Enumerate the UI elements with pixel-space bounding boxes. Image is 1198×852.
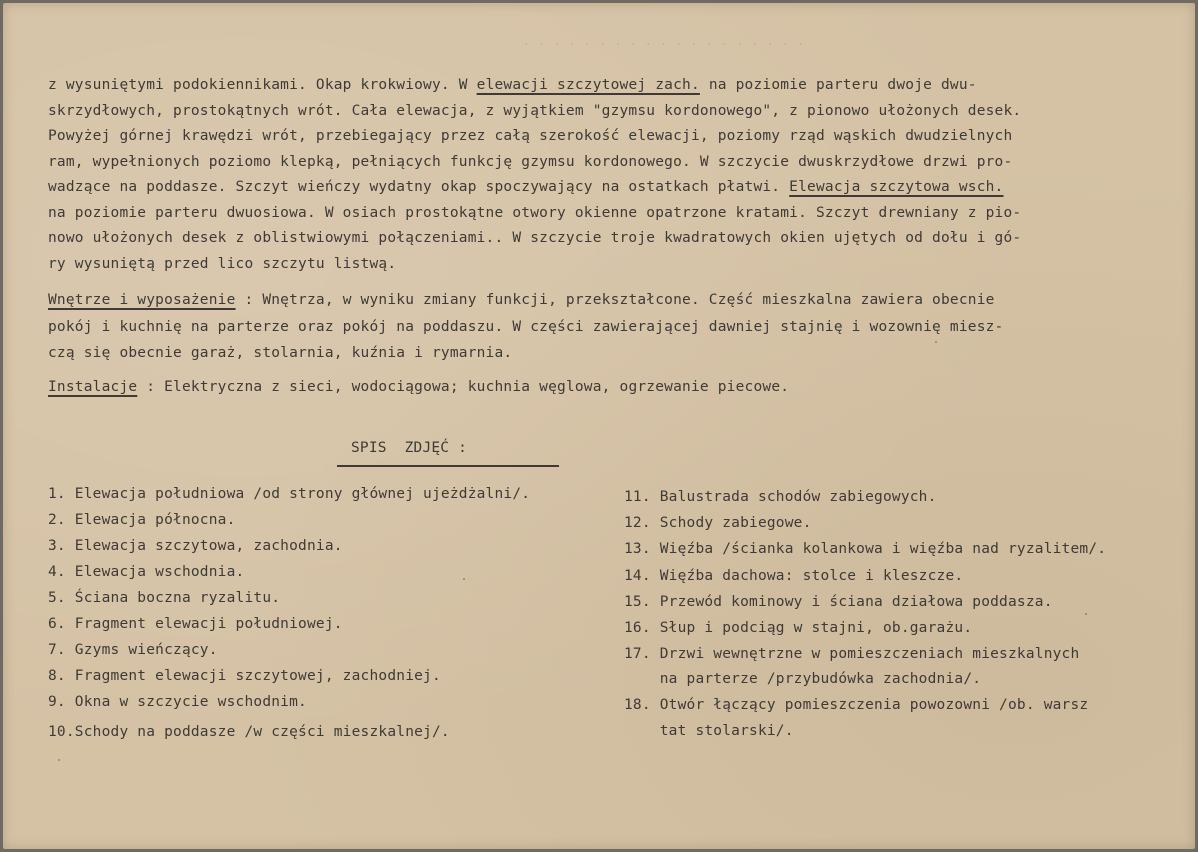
text-run: : Wnętrza, w wyniku zmiany funkcji, przekształcone. Część mieszkalna zawiera obecnie: [235, 292, 995, 308]
description-line: [48, 127, 1012, 145]
underlined-term: elewacji szczytowej zach.: [476, 77, 700, 93]
photo-list-item: 11. Balustrada schodów zabiegowych.: [624, 489, 937, 505]
description-line: [48, 255, 396, 273]
interior-line: [48, 318, 1003, 336]
text-run: ram, wypełnionych poziomo klepką, pełniących funkcję gzymsu kordonowego. W szczycie dwuskrzydłowe drzwi pro-: [48, 153, 1013, 170]
paper-speck: [463, 578, 465, 580]
text-run: ry wysuniętą przed lico szczytu listwą.: [48, 255, 397, 272]
text-run: pokój i kuchnię na parterze oraz pokój na poddaszu. W części zawierającej dawniej stajnię i wozownię miesz-: [48, 318, 1004, 335]
photo-list-item: 1. Elewacja południowa /od strony głównej ujeżdżalni/.: [48, 486, 531, 502]
heading-underline: [337, 465, 559, 467]
description-line: [48, 178, 1004, 196]
interior-line: [48, 291, 995, 309]
photo-list-item: 12. Schody zabiegowe.: [624, 515, 812, 531]
underlined-term: Instalacje: [48, 379, 138, 395]
description-line: [48, 153, 1012, 171]
text-run: skrzydłowych, prostokątnych wrót. Cała elewacja, z wyjątkiem "gzymsu kordonowego", z pionowo ułożonych desek.: [48, 102, 1022, 119]
underlined-term: Wnętrze i wyposażenie: [48, 292, 236, 308]
paper-speck: [58, 759, 60, 761]
text-run: nowo ułożonych desek z oblistwiowymi połączeniami.. W szczycie troje kwadratowych okien ujętych od dołu i gó-: [48, 230, 1022, 246]
photo-list-item: 13. Więźba /ścianka kolankowa i więźba nad ryzalitem/.: [624, 541, 1107, 557]
description-line: [48, 229, 1021, 247]
paper-speck: [935, 341, 937, 343]
text-run: Powyżej górnej krawędzi wrót, przebiegający przez całą szerokość elewacji, poziomy rząd wąskich dwudzielnych: [48, 128, 1013, 144]
photo-list-item: 2. Elewacja północna.: [48, 512, 236, 528]
description-line: [48, 102, 1021, 120]
photo-list-item: 7. Gzyms wieńczący.: [48, 642, 218, 658]
photo-list-item: na parterze /przybudówka zachodnia/.: [624, 671, 982, 687]
document-page: [3, 3, 1195, 849]
interior-line: [48, 344, 512, 362]
description-line: [48, 204, 1021, 222]
underlined-term: Elewacja szczytowa wsch.: [789, 179, 1004, 195]
photo-list-heading: SPIS ZDJĘĆ :: [351, 440, 468, 456]
text-run: na poziomie parteru dwuosiowa. W osiach prostokątne otwory okienne opatrzone kratami. Szczyt drewniany z pio-: [48, 204, 1022, 221]
photo-list-item: 16. Słup i podciąg w stajni, ob.garażu.: [624, 620, 973, 636]
description-line: [48, 76, 977, 94]
paper-speck: [1085, 613, 1087, 615]
text-run: na poziomie parteru dwoje dwu-: [699, 77, 977, 93]
text-run: z wysuniętymi podokiennikami. Okap krokwiowy. W: [48, 77, 477, 93]
photo-list-item: 14. Więźba dachowa: stolce i kleszcze.: [624, 568, 964, 584]
photo-list-item: 18. Otwór łączący pomieszczenia powozowni /ob. warsz: [624, 697, 1089, 713]
photo-list-item: 5. Ściana boczna ryzalitu.: [48, 590, 281, 606]
installations-line: [48, 378, 789, 396]
photo-list-item: 17. Drzwi wewnętrzne w pomieszczeniach mieszkalnych: [624, 646, 1080, 662]
photo-list-item: 6. Fragment elewacji południowej.: [48, 616, 343, 632]
text-run: wadzące na poddasze. Szczyt wieńczy wydatny okap spoczywający na ostatkach płatwi.: [48, 179, 790, 195]
photo-list-item: 4. Elewacja wschodnia.: [48, 564, 245, 580]
photo-list-item: 8. Fragment elewacji szczytowej, zachodniej.: [48, 668, 441, 684]
photo-list-item: 15. Przewód kominowy i ściana działowa poddasza.: [624, 594, 1053, 610]
photo-list-item: tat stolarski/.: [624, 723, 794, 739]
photo-list-item: 9. Okna w szczycie wschodnim.: [48, 694, 307, 710]
faded-header-bleedthrough: · · · · · · · · · · · · · · · · · · ·: [523, 38, 806, 51]
photo-list-item: 10.Schody na poddasze /w części mieszkalnej/.: [48, 724, 450, 740]
text-run: : Elektryczna z sieci, wodociągowa; kuchnia węglowa, ogrzewanie piecowe.: [137, 379, 790, 395]
text-run: czą się obecnie garaż, stolarnia, kuźnia i rymarnia.: [48, 345, 513, 361]
photo-list-item: 3. Elewacja szczytowa, zachodnia.: [48, 538, 343, 554]
